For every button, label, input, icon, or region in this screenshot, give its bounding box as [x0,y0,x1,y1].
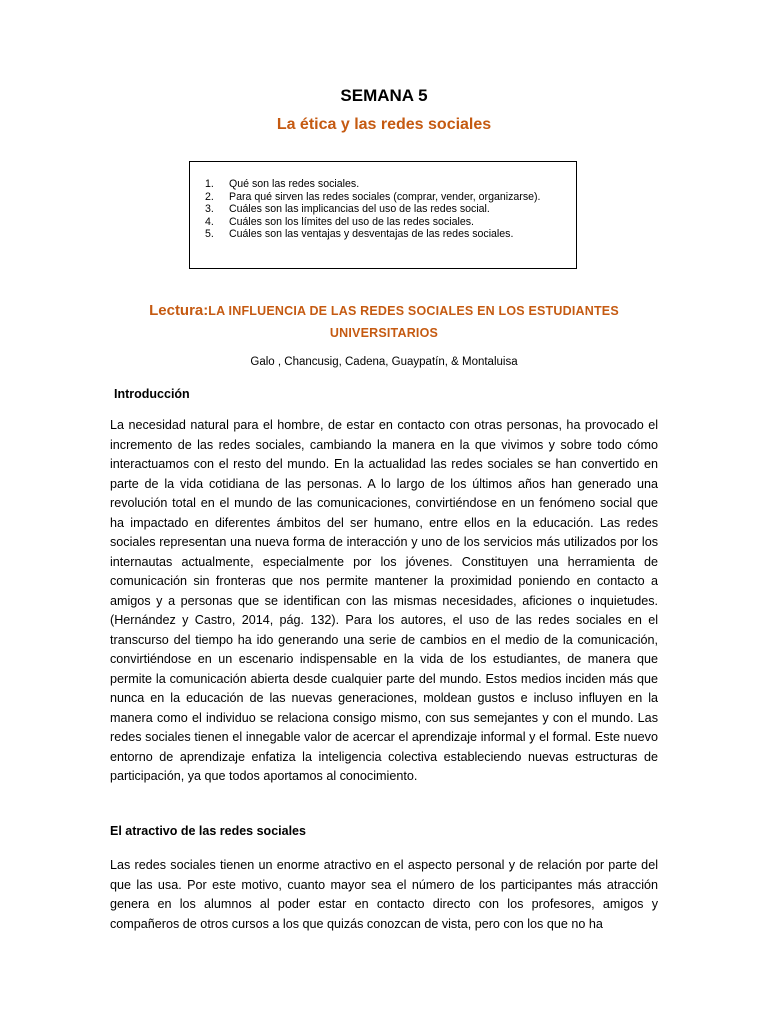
topic-item [204,203,572,216]
attraction-heading: El atractivo de las redes sociales [110,824,306,838]
week-title: SEMANA 5 [340,86,428,105]
topic-number: 4. [205,215,214,228]
attraction-paragraph: Las redes sociales tienen un enorme atractivo en el aspecto personal y de relación por parte del que las usa. Por este motivo, cuanto mayor sea el número de los participantes más atracción genera en los alumnos al poder estar en contacto directo con los profesores, amigos y compañeros de otros cursos a los que quizás conozcan de vista, pero con los que no ha [110,858,658,931]
topics-box [189,161,577,269]
topic-item [204,191,572,204]
topic-number: 5. [205,228,214,241]
intro-heading: Introducción [114,387,190,401]
authors-line: Galo , Chancusig, Cadena, Guaypatín, & Montaluisa [250,356,518,368]
topic-number: 2. [205,190,214,203]
topic-text: Cuáles son los límites del uso de las redes sociales. [229,215,474,228]
reading-title [120,300,648,344]
topic-title: La ética y las redes sociales [276,116,492,133]
topic-text: Cuáles son las ventajas y desventajas de las redes sociales. [229,228,514,241]
topic-text: Qué son las redes sociales. [229,178,360,190]
topic-number: 1. [205,178,214,190]
topics-list [204,178,572,241]
topic-item [204,228,572,241]
intro-paragraph: La necesidad natural para el hombre, de estar en contacto con otras personas, ha provocado el incremento de las redes sociales, cambiando la manera en la que vivimos y sobre todo cómo interactuamos con el resto del mundo. En la actualidad las redes sociales se han convertido en parte de la vida cotidiana de las personas. A lo largo de los últimos años han generado una revolución total en el mundo de las comunicaciones, convirtiéndose en un fenómeno social que ha impactado en diferentes ámbitos del ser humano, entre ellos en la educación. Las redes sociales representan una nueva forma de interacción y uno de los servicios más utilizados por los internautas actualmente, especialmente por los jóvenes. Constituyen una herramienta de comunicación sin fronteras que nos permite mantener la proximidad poniendo en contacto a amigos y a personas que se identifican con las mismas necesidades, aficiones o inquietudes. (Hernández y Castro, 2014, pág. 132). Para los autores, el uso de las redes sociales en el transcurso del tiempo ha ido generando una serie de cambios en el medio de la comunicación, convirtiéndose en un escenario indispensable en la vida de los estudiantes, de manera que permite la comunicación abierta desde cualquier parte del mundo. Estos medios inciden más que nunca en la educación de las nuevas generaciones, moldean gustos e incluso influyen en la manera como el individuo se relaciona consigo mismo, con sus semejantes y con el mundo. Las redes sociales tienen el innegable valor de acercar el aprendizaje informal y el formal. Este nuevo entorno de aprendizaje enfatiza la inteligencia colectiva estableciendo nuevas estructuras de participación, ya que todos aportamos al conocimiento. [110,418,658,783]
topic-item [204,216,572,229]
topic-text: Cuáles son las implicancias del uso de las redes social. [229,203,490,216]
topic-number: 3. [205,203,214,216]
topic-item [204,178,572,191]
topic-text: Para qué sirven las redes sociales (comprar, vender, organizarse). [229,190,541,203]
reading-prefix: Lectura: [149,302,209,319]
reading-name: LA INFLUENCIA DE LAS REDES SOCIALES EN LOS ESTUDIANTES UNIVERSITARIOS [208,304,619,340]
